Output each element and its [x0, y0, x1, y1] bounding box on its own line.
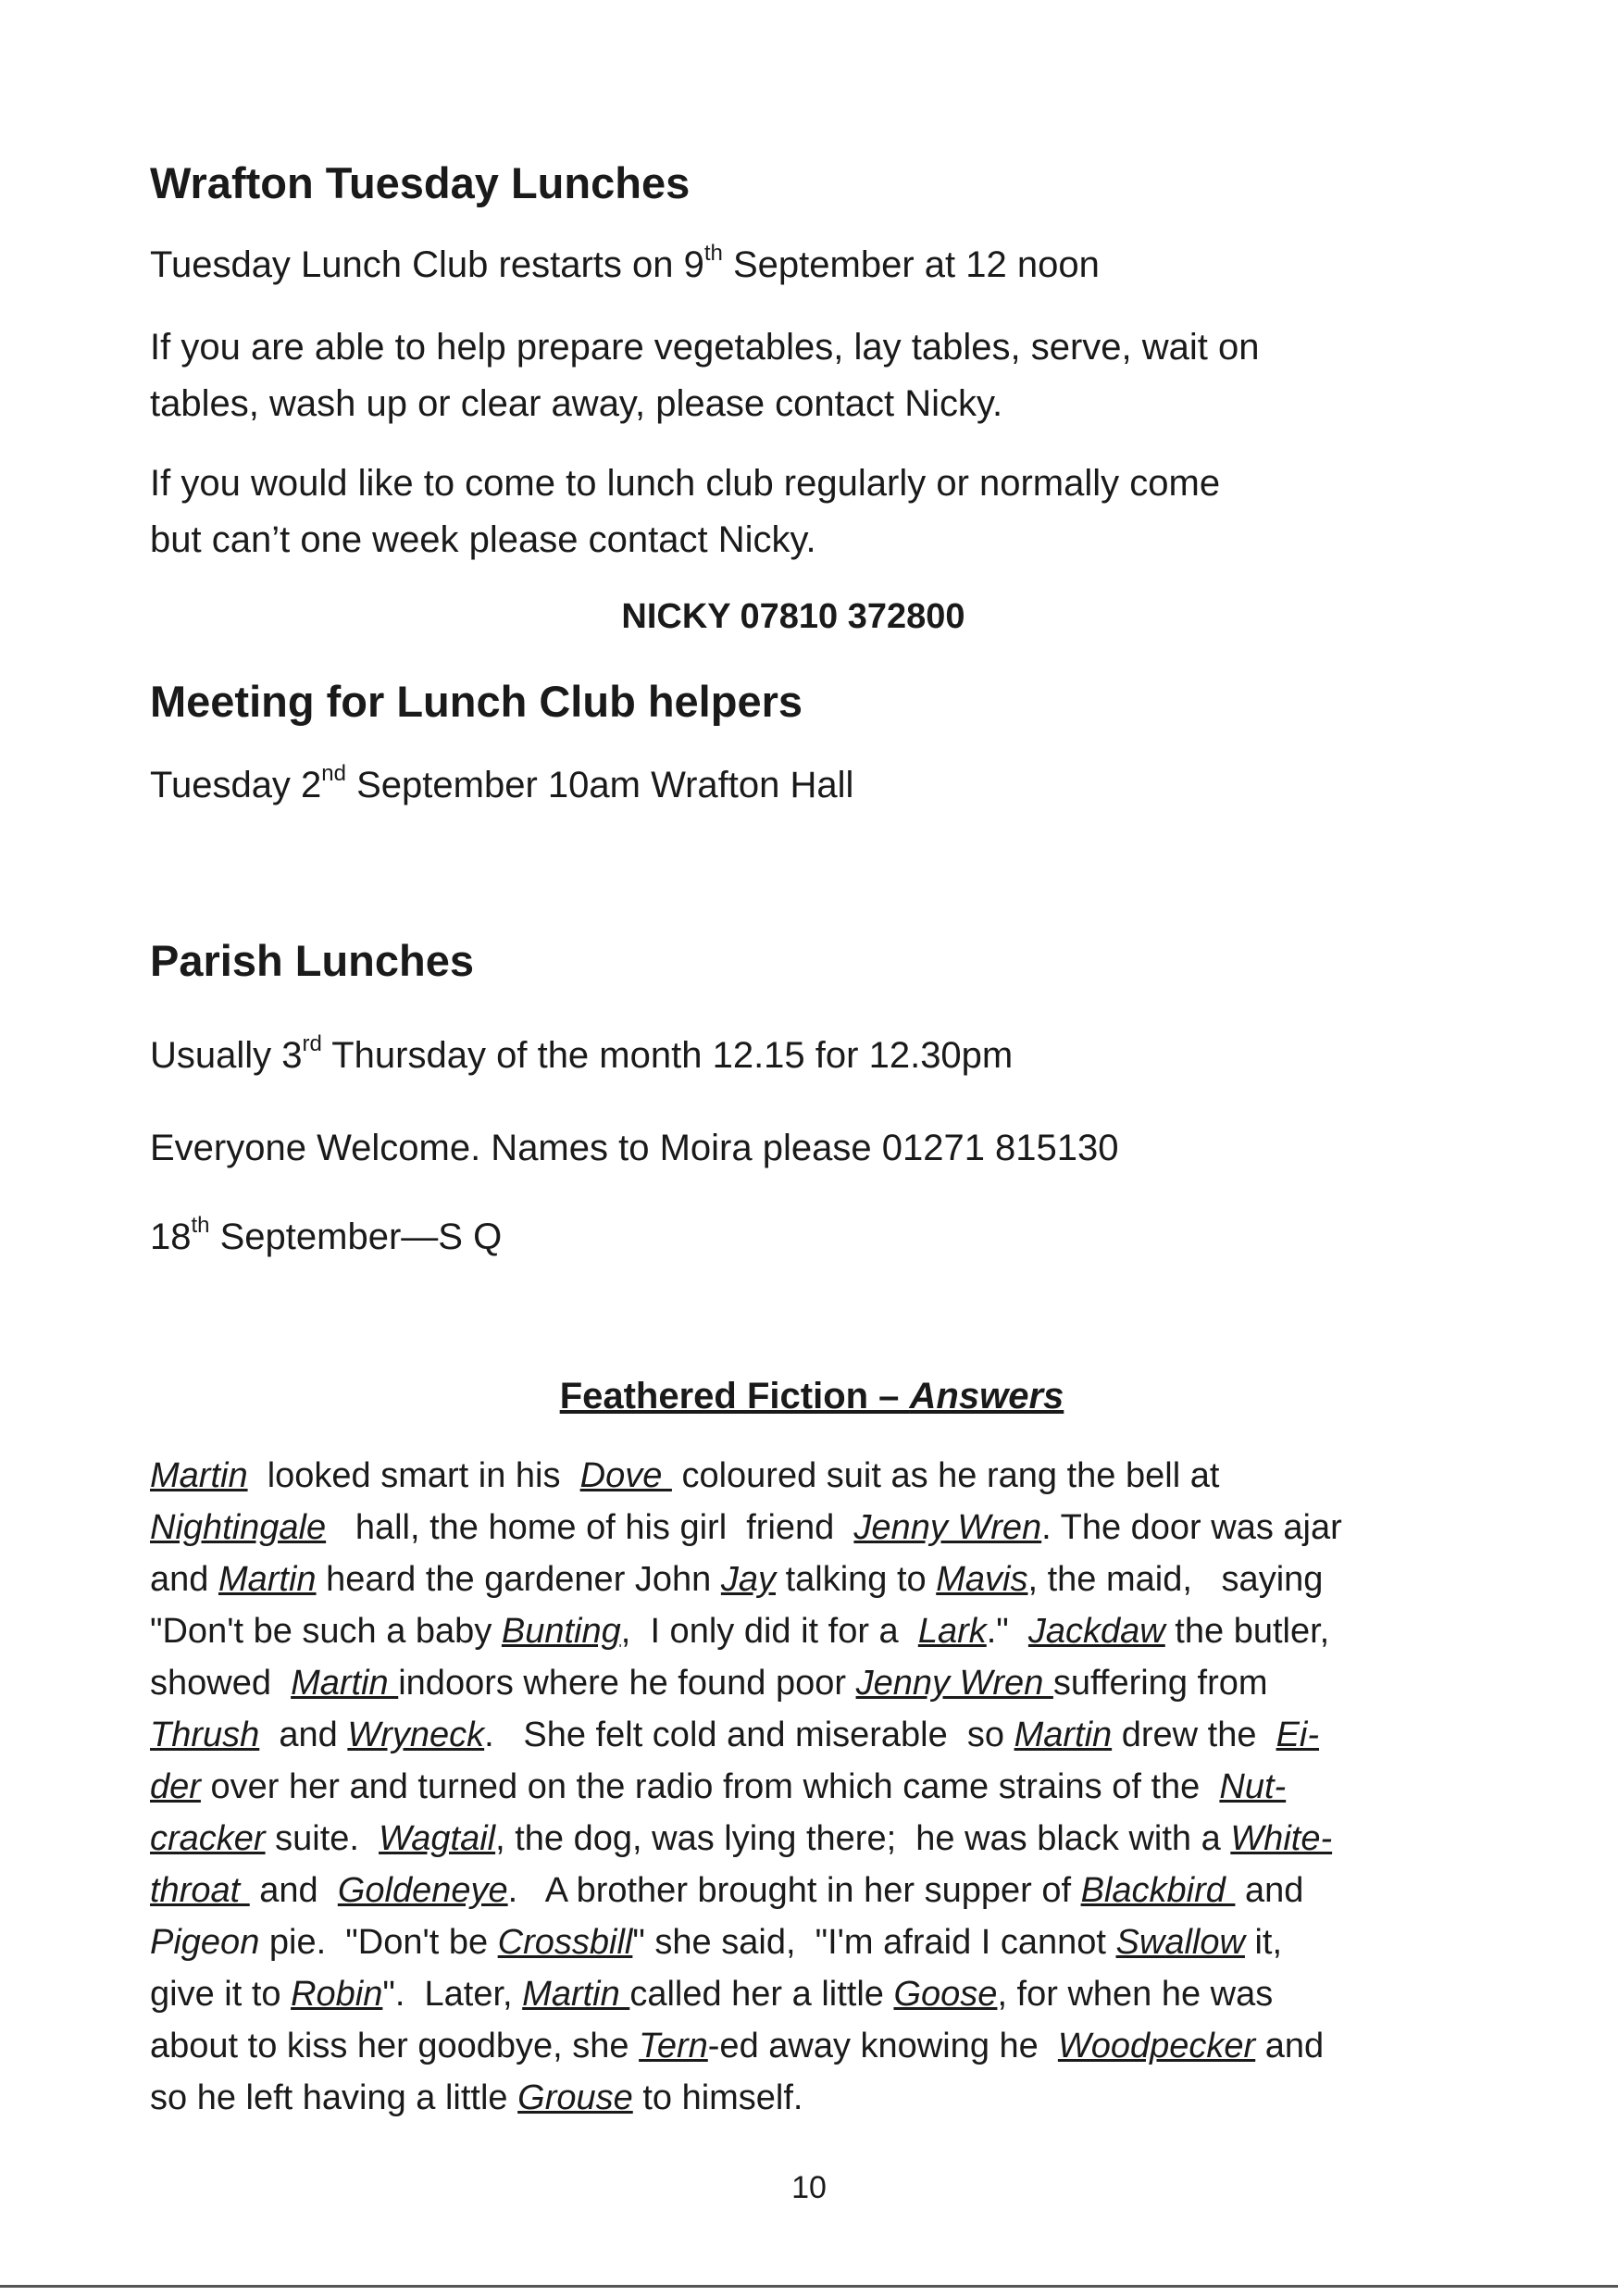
- meeting-text-end: September 10am Wrafton Hall: [346, 765, 854, 805]
- bird-answer: Jackdaw: [1027, 1612, 1165, 1651]
- bird-answer-italic: Pigeon: [150, 1923, 260, 1962]
- bird-answer: Grouse: [517, 2078, 633, 2117]
- bird-answer: Tern: [639, 2027, 708, 2065]
- story-text: suffering from: [1052, 1664, 1268, 1703]
- bird-answer: Crossbill: [497, 1923, 633, 1962]
- nicky-contact: NICKY 07810 372800: [621, 597, 965, 636]
- story-text: about to kiss her goodbye, she: [150, 2027, 640, 2065]
- story-text: hall, the home of his girl friend: [326, 1508, 854, 1547]
- fiction-title-main: Feathered Fiction –: [559, 1376, 910, 1416]
- help-line-1: If you are able to help prepare vegetables, lay tables, serve, wait on: [150, 327, 1260, 368]
- helpers-meeting-line: [150, 757, 853, 814]
- bird-answer: cracker: [150, 1819, 266, 1858]
- story-text: , for when he was: [997, 1975, 1274, 2014]
- bird-answer: Martin: [522, 1975, 630, 2014]
- page-number: 10: [791, 2170, 827, 2205]
- bird-answer: Ei-: [1276, 1716, 1320, 1754]
- regular-line-2: but can’t one week please contact Nicky.: [150, 519, 816, 560]
- story-line: [150, 1761, 1483, 1813]
- bird-answer: Lark: [917, 1612, 987, 1651]
- story-text: " she said, "I'm afraid I cannot: [632, 1923, 1116, 1962]
- bird-answer: Nut-: [1219, 1767, 1287, 1806]
- story-line: [150, 1450, 1483, 1502]
- parish-welcome-line: Everyone Welcome. Names to Moira please 01271 815130: [150, 1128, 1119, 1168]
- story-text: over her and turned on the radio from which came strains of the: [200, 1767, 1220, 1806]
- bird-answer: Robin: [291, 1975, 383, 2014]
- story-text: ". Later,: [382, 1975, 523, 2014]
- story-text: showed: [150, 1664, 292, 1703]
- story-line: [150, 2072, 1483, 2124]
- helpers-meeting-title: Meeting for Lunch Club helpers: [150, 677, 803, 726]
- bird-answer: Goldeneye: [337, 1871, 508, 1910]
- bird-answer: Jenny Wren: [855, 1664, 1053, 1703]
- bird-answer: Jay: [720, 1560, 777, 1599]
- feathered-fiction-story: [150, 1450, 1483, 2124]
- bird-answer: White-: [1230, 1819, 1333, 1858]
- story-text: , the dog, was lying there; he was black with a: [495, 1819, 1231, 1858]
- bird-answer: Blackbird: [1080, 1871, 1236, 1910]
- story-line: [150, 1968, 1483, 2020]
- story-line: [150, 1709, 1483, 1761]
- story-text: the butler,: [1164, 1612, 1330, 1651]
- bird-answer: Dove: [579, 1456, 672, 1495]
- story-text: "Don't be such a baby: [150, 1612, 502, 1651]
- date-text: 18: [150, 1217, 192, 1257]
- story-text: talking to: [776, 1560, 937, 1599]
- story-text: give it to: [150, 1975, 292, 2014]
- story-text: , I only did it for a: [620, 1612, 918, 1651]
- parish-usual-line: [150, 1028, 1013, 1084]
- story-text: indoors where he found poor: [398, 1664, 856, 1703]
- story-text: and: [249, 1871, 338, 1910]
- story-line: [150, 1916, 1483, 1968]
- bird-answer: Martin: [150, 1456, 248, 1495]
- lunch-club-restart-line: [150, 237, 1100, 293]
- restart-ordinal: th: [703, 241, 723, 266]
- story-text: . A brother brought in her supper of: [507, 1871, 1081, 1910]
- bird-answer: Martin: [1014, 1716, 1113, 1754]
- bottom-rule: [0, 2285, 1618, 2288]
- help-line-2: tables, wash up or clear away, please contact Nicky.: [150, 383, 1003, 424]
- date-ordinal: th: [191, 1213, 210, 1238]
- story-line: [150, 2020, 1483, 2072]
- bird-answer: Swallow: [1115, 1923, 1245, 1962]
- story-line: [150, 1813, 1483, 1865]
- story-text: , the maid, saying: [1027, 1560, 1324, 1599]
- story-text: -ed away knowing he: [707, 2027, 1058, 2065]
- story-text: suite.: [265, 1819, 380, 1858]
- story-text: drew the: [1112, 1716, 1276, 1754]
- story-line: [150, 1554, 1483, 1605]
- usual-text-end: Thursday of the month 12.15 for 12.30pm: [321, 1035, 1014, 1076]
- bird-answer: Martin: [218, 1560, 317, 1599]
- story-text: coloured suit as he rang the bell at: [671, 1456, 1220, 1495]
- story-text: pie. "Don't be: [259, 1923, 498, 1962]
- story-text: and: [1255, 2027, 1325, 2065]
- bird-answer: Thrush: [150, 1716, 260, 1754]
- bird-answer: Woodpecker: [1057, 2027, 1256, 2065]
- story-text: looked smart in his: [247, 1456, 580, 1495]
- story-text: called her a little: [629, 1975, 894, 2014]
- story-line: [150, 1605, 1483, 1657]
- parish-lunches-title: Parish Lunches: [150, 936, 474, 985]
- story-line: [150, 1502, 1483, 1554]
- story-text: and: [1235, 1871, 1304, 1910]
- story-text: . The door was ajar: [1041, 1508, 1342, 1547]
- fiction-title-answers: Answers: [909, 1376, 1064, 1416]
- story-text: so he left having a little: [150, 2078, 518, 2117]
- usual-ordinal: rd: [302, 1031, 322, 1056]
- meeting-ordinal: nd: [321, 761, 346, 786]
- story-text: to himself.: [632, 2078, 803, 2117]
- bird-answer: throat: [150, 1871, 250, 1910]
- story-line: [150, 1657, 1483, 1709]
- parish-date-line: [150, 1209, 502, 1266]
- story-text: it,: [1244, 1923, 1283, 1962]
- date-text-end: September—S Q: [209, 1217, 503, 1257]
- bird-answer: Mavis: [936, 1560, 1028, 1599]
- tuesday-lunches-title: Wrafton Tuesday Lunches: [150, 158, 691, 207]
- bird-answer: Goose: [893, 1975, 998, 2014]
- regular-line-1: If you would like to come to lunch club regularly or normally come: [150, 463, 1221, 504]
- bird-answer: der: [150, 1767, 201, 1806]
- meeting-text: Tuesday 2: [150, 765, 322, 805]
- usual-text: Usually 3: [150, 1035, 303, 1076]
- story-text: .": [986, 1612, 1028, 1651]
- story-text: and: [259, 1716, 348, 1754]
- bird-answer: Nightingale: [150, 1508, 327, 1547]
- story-text: . She felt cold and miserable so: [484, 1716, 1014, 1754]
- story-line: [150, 1865, 1483, 1916]
- restart-text-end: September at 12 noon: [722, 244, 1100, 285]
- bird-answer: Wryneck: [347, 1716, 485, 1754]
- bird-answer: Martin: [291, 1664, 399, 1703]
- bird-answer: Bunting: [501, 1612, 621, 1651]
- restart-text: Tuesday Lunch Club restarts on 9: [150, 244, 704, 285]
- feathered-fiction-title: [150, 1376, 1474, 1417]
- story-text: heard the gardener John: [316, 1560, 721, 1599]
- bird-answer: Jenny Wren: [853, 1508, 1042, 1547]
- story-text: and: [150, 1560, 218, 1599]
- bird-answer: Wagtail: [379, 1819, 496, 1858]
